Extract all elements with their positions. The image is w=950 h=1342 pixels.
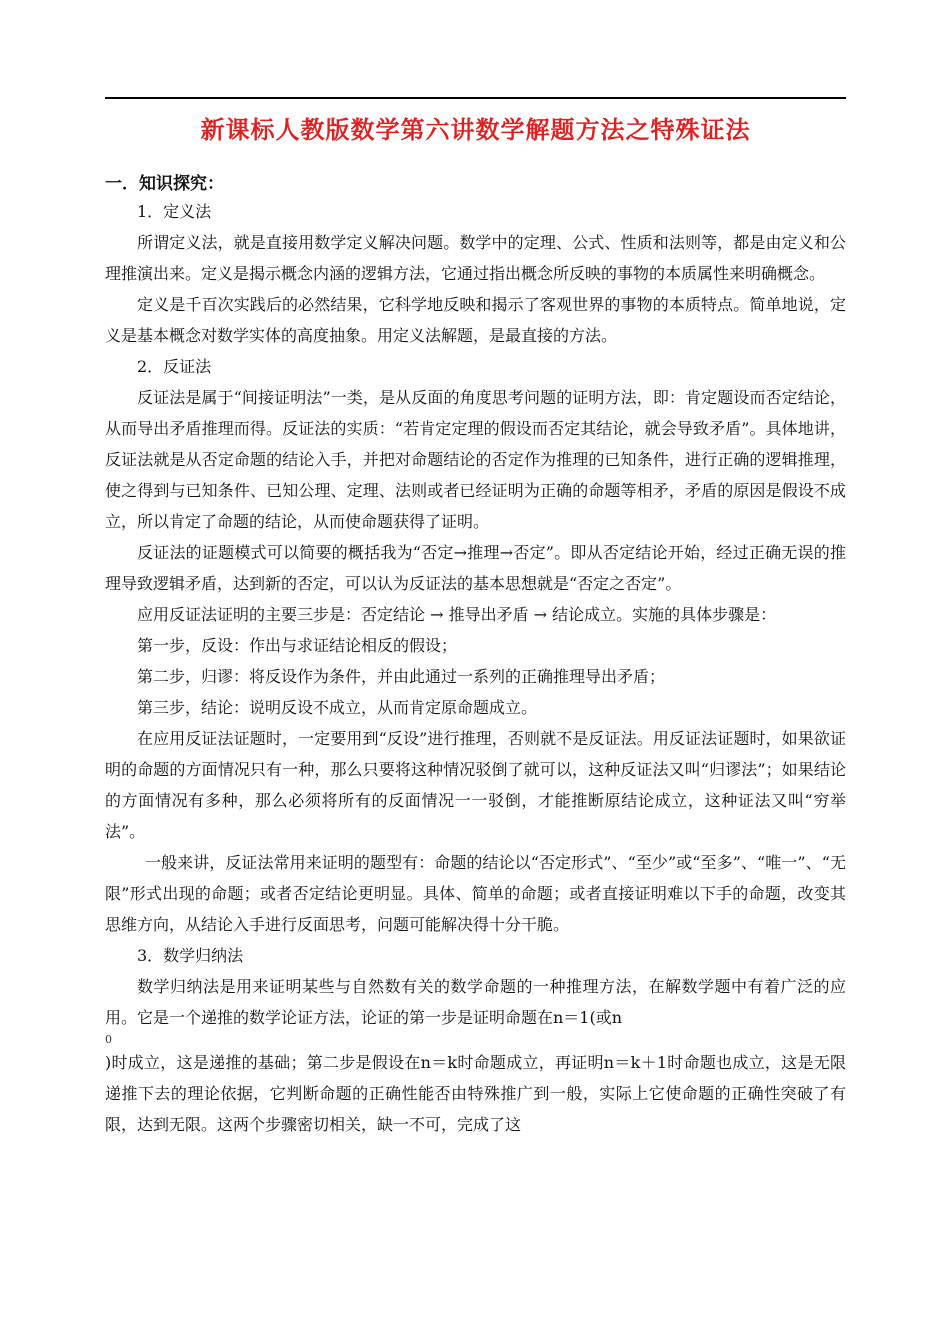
subheading-contradiction: 2．反证法 bbox=[137, 357, 212, 376]
section-heading: 一．知识探究： bbox=[105, 174, 224, 194]
step-item: 第一步，反设：作出与求证结论相反的假设； bbox=[137, 636, 458, 655]
step-item: 第二步，归谬：将反设作为条件，并由此通过一系列的正确推理导出矛盾； bbox=[137, 667, 666, 686]
top-rule bbox=[105, 97, 846, 99]
paragraph: 所谓定义法，就是直接用数学定义解决问题。数学中的定理、公式、性质和法则等，都是由定义和公理推演出来。定义是揭示概念内涵的逻辑方法，它通过指出概念所反映的事物的本质属性来明确概念。 bbox=[105, 233, 846, 283]
paragraph: 定义是千百次实践后的必然结果，它科学地反映和揭示了客观世界的事物的本质特点。简单地说，定义是基本概念对数学实体的高度抽象。用定义法解题，是最直接的方法。 bbox=[105, 295, 846, 345]
paragraph: 应用反证法证明的主要三步是：否定结论 → 推导出矛盾 → 结论成立。实施的具体步骤是： bbox=[137, 605, 777, 624]
page-title: 新课标人教版数学第六讲数学解题方法之特殊证法 bbox=[200, 116, 751, 144]
paragraph: 在应用反证法证题时，一定要用到“反设”进行推理，否则就不是反证法。用反证法证题时，如果欲证明的命题的方面情况只有一种，那么只要将这种情况驳倒了就可以，这种反证法又叫“归谬法”；如果结论的方面情况有多种，那么必须将所有的反面情况一一驳倒，才能推断原结论成立，这种证法又叫“穷举法”。 bbox=[105, 729, 846, 841]
paragraph: 数学归纳法是用来证明某些与自然数有关的数学命题的一种推理方法，在解数学题中有着广泛的应用。它是一个递推的数学论证方法，论证的第一步是证明命题在n＝1(或n bbox=[105, 977, 846, 1027]
step-item: 第三步，结论：说明反设不成立，从而肯定原命题成立。 bbox=[137, 698, 538, 717]
paragraph: 反证法是属于“间接证明法”一类，是从反面的角度思考问题的证明方法，即：肯定题设而否定结论，从而导出矛盾推理而得。反证法的实质：“若肯定定理的假设而否定其结论，就会导致矛盾”。具体地讲，反证法就是从否定命题的结论入手，并把对命题结论的否定作为推理的已知条件，进行正确的逻辑推理，使之得到与已知条件、已知公理、定理、法则或者已经证明为正确的命题等相矛，矛盾的原因是假设不成立，所以肯定了命题的结论，从而使命题获得了证明。 bbox=[105, 388, 846, 531]
paragraph: 反证法的证题模式可以简要的概括我为“否定→推理→否定”。即从否定结论开始，经过正确无误的推理导致逻辑矛盾，达到新的否定，可以认为反证法的基本思想就是“否定之否定”。 bbox=[105, 543, 846, 593]
subscript-zero: 0 bbox=[105, 1033, 112, 1046]
document-body bbox=[105, 196, 846, 1140]
subheading-induction: 3．数学归纳法 bbox=[137, 946, 244, 965]
paragraph: )时成立，这是递推的基础；第二步是假设在n＝k时命题成立，再证明n＝k＋1时命题也成立，这是无限递推下去的理论依据，它判断命题的正确性能否由特殊推广到一般，实际上它使命题的正确性突破了有限，达到无限。这两个步骤密切相关，缺一不可，完成了这 bbox=[105, 1053, 846, 1134]
subheading-definition: 1．定义法 bbox=[137, 202, 212, 221]
paragraph: 一般来讲，反证法常用来证明的题型有：命题的结论以“否定形式”、“至少”或“至多”、“唯一”、“无限”形式出现的命题；或者否定结论更明显。具体、简单的命题；或者直接证明难以下手的命题，改变其思维方向，从结论入手进行反面思考，问题可能解决得十分干脆。 bbox=[105, 853, 846, 934]
